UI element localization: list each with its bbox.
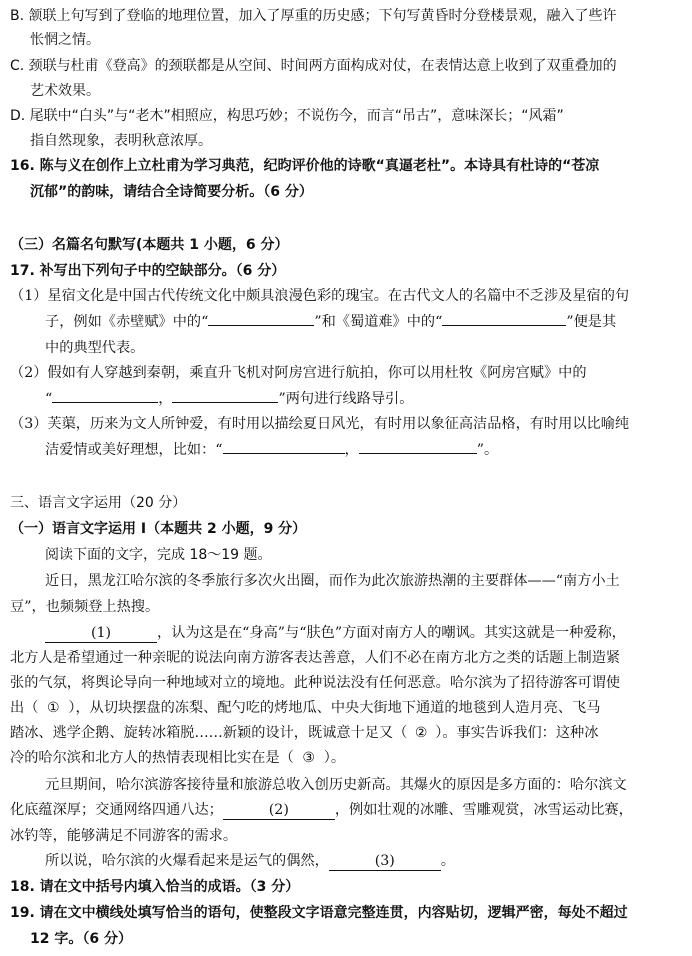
answer-blank[interactable] — [223, 453, 345, 454]
q17-2-line-2 — [45, 389, 413, 409]
passage-text: 所以说，哈尔滨的火爆看起来是运气的偶然， — [45, 853, 329, 869]
q17-1-text-a: 子，例如《赤壁赋》中的“ — [45, 314, 209, 330]
q17-1-text-b: ”和《蜀道难》中的“ — [314, 314, 443, 330]
question-16-line-2: 沉郁”的韵味，请结合全诗简要分析。（6 分） — [30, 184, 313, 200]
part-3-heading: 三、语言文字运用（20 分） — [10, 495, 187, 511]
reading-instruction: 阅读下面的文字，完成 18～19 题。 — [45, 547, 272, 563]
passage-p1-line-2: 豆”，也频频登上热搜。 — [10, 599, 160, 615]
q17-3-text-b: ， — [344, 442, 359, 458]
answer-blank-3[interactable]: (3) — [329, 852, 441, 871]
question-17: 17. 补写出下列句子中的空缺部分。（6 分） — [10, 263, 286, 279]
q17-1-text-c: ”便是其 — [566, 314, 617, 330]
passage-p2-line-1 — [45, 623, 626, 643]
answer-blank[interactable] — [442, 325, 566, 326]
answer-blank[interactable] — [52, 402, 158, 403]
answer-blank[interactable] — [359, 453, 477, 454]
passage-p1-line-1: 近日，黑龙江哈尔滨的冬季旅行多次火出圈，而作为此次旅游热潮的主要群体——“南方小土 — [45, 573, 620, 589]
question-19-line-2: 12 字。（6 分） — [30, 931, 132, 947]
passage-p3-line-1: 元旦期间，哈尔滨游客接待量和旅游总收入创历史新高。其爆火的原因是多方面的：哈尔滨文 — [45, 777, 627, 793]
passage-text: ，例如壮观的冰雕、雪雕观赏，冰雪运动比赛， — [334, 802, 633, 818]
option-b-line-2: 怅惘之情。 — [30, 32, 100, 48]
answer-blank[interactable] — [172, 402, 278, 403]
option-d-line-1: D. 尾联中“白头”与“老木”相照应，构思巧妙；不说伤今，而言“吊古”，意味深长；“风霜” — [10, 108, 564, 124]
option-c-line-1: C. 颈联与杜甫《登高》的颈联都是从空间、时间两方面构成对仗，在表情达意上收到了双重叠加的 — [10, 58, 617, 74]
q17-2-text-b: ， — [158, 391, 173, 407]
answer-blank[interactable] — [208, 325, 314, 326]
passage-text: ）。 — [323, 750, 346, 766]
passage-p2-line-5 — [10, 723, 598, 743]
question-16-line-1: 16. 陈与义在创作上立杜甫为学习典范，纪昀评价他的诗歌“真逼老杜”。本诗具有杜诗的“苍凉 — [10, 158, 600, 174]
q17-2-text-a: “ — [45, 391, 53, 407]
q17-2-line-1: （2）假如有人穿越到秦朝，乘直升飞机对阿房宫进行航拍，你可以用杜牧《阿房宫赋》中的 — [10, 365, 587, 381]
q17-1-line-2 — [45, 312, 616, 332]
question-19-line-1: 19. 请在文中横线处填写恰当的语句，使整段文字语意完整连贯，内容贴切，逻辑严密，每处不超过 — [10, 905, 628, 921]
subsection-1-heading: （一）语言文字运用 Ⅰ（本题共 2 小题，9 分） — [10, 521, 307, 537]
passage-text: ，认为这是在“身高”与“肤色”方面对南方人的嘲讽。其实这就是一种爱称， — [157, 625, 626, 641]
passage-text: ）。事实告诉我们：这种冰 — [435, 725, 599, 741]
option-c-line-2: 艺术效果。 — [30, 83, 100, 99]
passage-p2-line-2: 北方人是希望通过一种亲昵的说法向南方游客表达善意，人们不必在南方北方之类的话题上制造紧 — [10, 650, 621, 666]
q17-1-line-3: 中的典型代表。 — [45, 340, 145, 356]
q17-1-line-1: （1）星宿文化是中国古代传统文化中颇具浪漫色彩的瑰宝。在古代文人的名篇中不乏涉及星宿的句 — [10, 288, 630, 304]
section-3-heading: （三）名篇名句默写(本题共 1 小题，6 分） — [10, 237, 289, 253]
question-18: 18. 请在文中括号内填入恰当的成语。（3 分） — [10, 879, 300, 895]
passage-text: 出（ — [10, 700, 39, 716]
passage-text: 化底蕴深厚；交通网络四通八达； — [10, 802, 223, 818]
passage-p3-line-2 — [10, 800, 633, 820]
option-b-line-1: B. 颔联上句写到了登临的地理位置，加入了厚重的历史感；下句写黄昏时分登楼景观，融入了些许 — [10, 8, 617, 24]
answer-blank-2[interactable]: (2) — [223, 801, 335, 820]
q17-3-text-a: 洁爱情或美好理想，比如：“ — [45, 442, 223, 458]
answer-blank-1[interactable]: (1) — [45, 624, 157, 643]
bracket-marker-3[interactable]: ③ — [302, 750, 316, 766]
passage-p2-line-6 — [10, 748, 345, 768]
passage-p3-line-3: 冰钓等，能够满足不同游客的需求。 — [10, 828, 238, 844]
q17-3-text-c: ”。 — [476, 442, 499, 458]
q17-3-line-2 — [45, 440, 498, 460]
bracket-marker-1[interactable]: ① — [47, 700, 60, 716]
passage-text: 冷的哈尔滨和北方人的热情表现相比实在是（ — [10, 750, 294, 766]
passage-p2-line-4 — [10, 698, 600, 718]
bracket-marker-2[interactable]: ② — [414, 725, 428, 741]
passage-text: 踏冰、逃学企鹅、旋转冰箱脱……新颖的设计，既诚意十足又（ — [10, 725, 408, 741]
passage-p2-line-3: 张的气氛，将舆论导向一种地域对立的境地。此种说法没有任何恶意。哈尔滨为了招待游客可谓使 — [10, 675, 621, 691]
passage-text: ），从切块摆盘的冻梨、配勺吃的烤地瓜、中央大街地下通道的地毯到人造月亮、飞马 — [68, 700, 601, 716]
passage-p4 — [45, 851, 455, 871]
option-d-line-2: 指自然现象，表明秋意浓厚。 — [30, 133, 212, 149]
q17-2-text-c: ”两句进行线路导引。 — [278, 391, 414, 407]
q17-3-line-1: （3）芙蕖，历来为文人所钟爱，有时用以描绘夏日风光，有时用以象征高洁品格，有时用以比喻纯 — [10, 416, 630, 432]
passage-text: 。 — [440, 853, 455, 869]
